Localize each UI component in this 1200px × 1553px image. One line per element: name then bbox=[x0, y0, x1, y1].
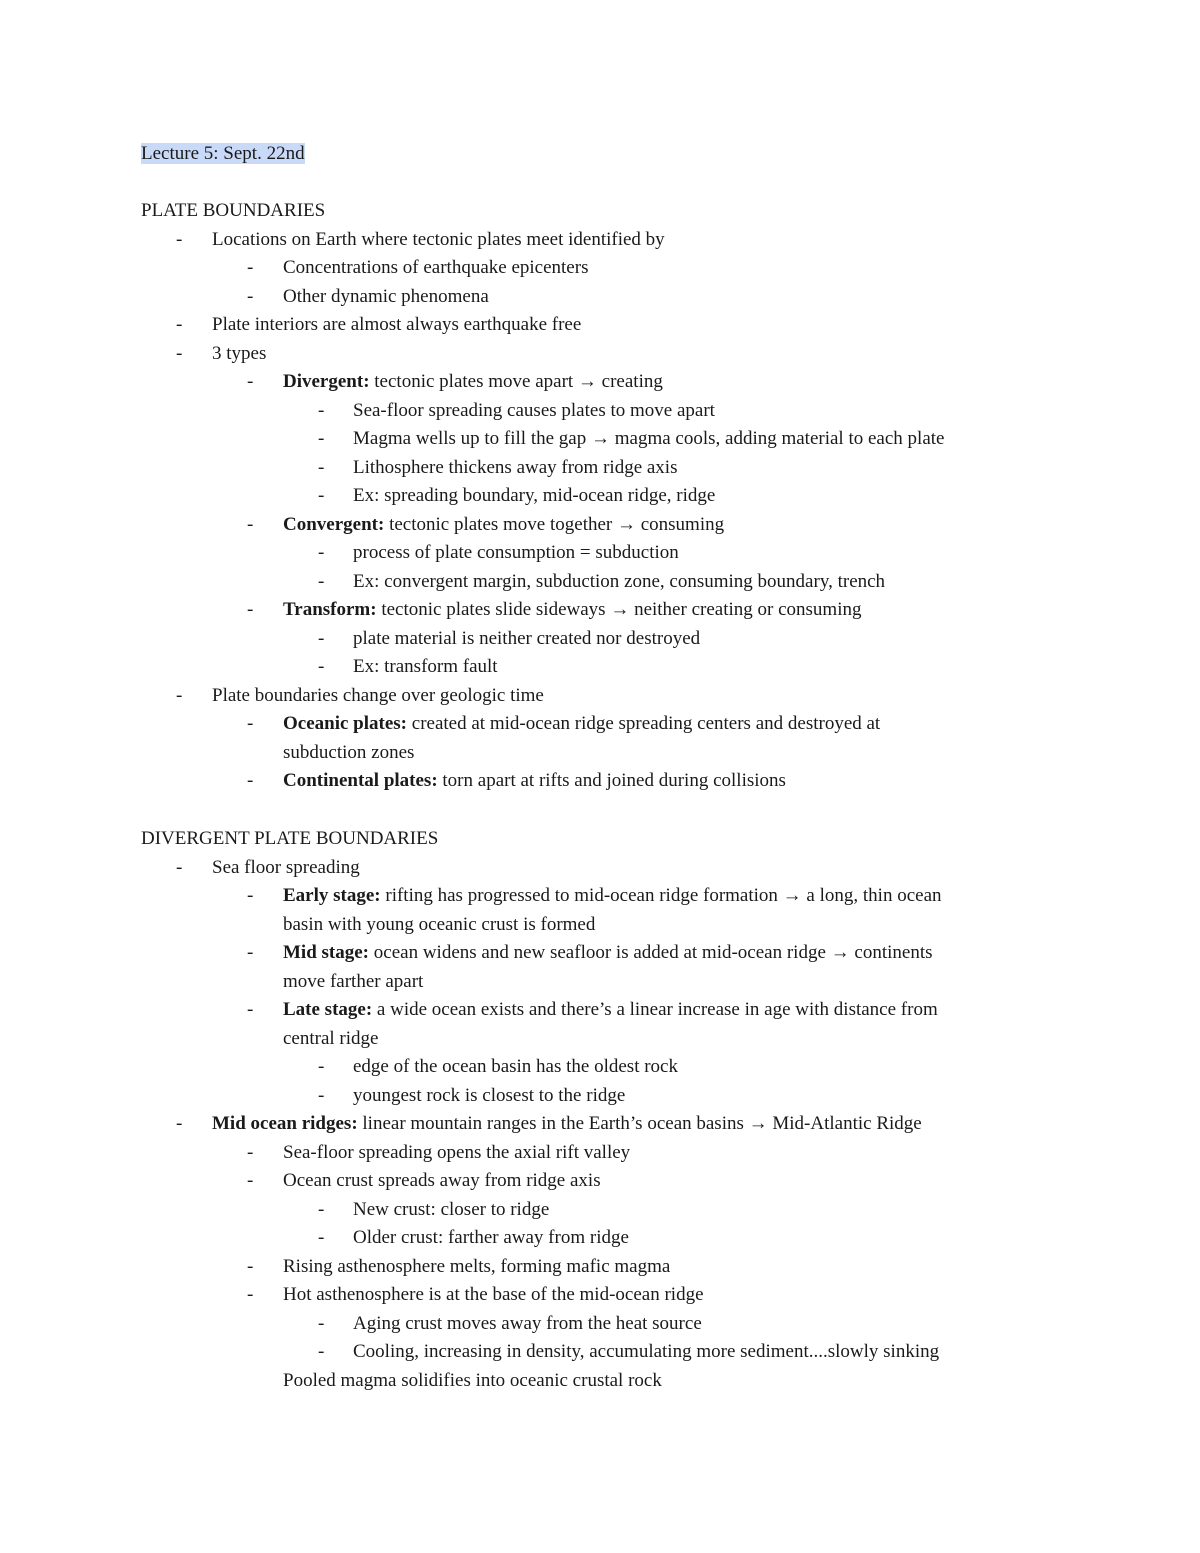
bullet-dash: - bbox=[247, 286, 254, 307]
list-item-level-2 bbox=[283, 283, 489, 311]
list-item-level-2 bbox=[283, 596, 861, 624]
list-item-level-1 bbox=[212, 854, 360, 882]
list-item-level-2 bbox=[283, 254, 588, 282]
list-item-continuation bbox=[283, 1025, 378, 1053]
bullet-dash: - bbox=[318, 1313, 325, 1334]
bullet-dash: - bbox=[176, 685, 183, 706]
bullet-dash: - bbox=[318, 457, 325, 478]
item-text: Sea-floor spreading opens the axial rift valley bbox=[283, 1142, 631, 1163]
list-item-level-3 bbox=[353, 625, 700, 653]
bullet-dash: - bbox=[318, 1341, 325, 1362]
term-label: Early stage: bbox=[283, 885, 381, 906]
item-text: 3 types bbox=[212, 343, 267, 364]
bullet-dash: - bbox=[176, 314, 183, 335]
bullet-dash: - bbox=[247, 942, 254, 963]
list-item-continuation bbox=[283, 1367, 662, 1395]
list-item-level-2 bbox=[283, 767, 786, 795]
list-item-continuation bbox=[283, 739, 414, 767]
list-item-level-1 bbox=[212, 226, 665, 254]
item-text: central ridge bbox=[283, 1028, 379, 1049]
list-item-level-1 bbox=[212, 340, 266, 368]
list-item-level-1 bbox=[212, 682, 544, 710]
term-label: Convergent: bbox=[283, 514, 385, 535]
lecture-header-highlight: Lecture 5: Sept. 22nd bbox=[141, 143, 305, 164]
item-text: New crust: closer to ridge bbox=[353, 1199, 550, 1220]
list-item-continuation bbox=[283, 911, 595, 939]
item-text: Rising asthenosphere melts, forming mafic magma bbox=[283, 1256, 671, 1277]
bullet-dash: - bbox=[247, 770, 254, 791]
list-item-level-3 bbox=[353, 1053, 678, 1081]
list-item-level-3 bbox=[353, 539, 679, 567]
term-label: Transform: bbox=[283, 599, 377, 620]
item-text: Other dynamic phenomena bbox=[283, 286, 489, 307]
item-text: Older crust: farther away from ridge bbox=[353, 1227, 629, 1248]
list-item-level-3 bbox=[353, 1196, 549, 1224]
list-item-level-3 bbox=[353, 653, 498, 681]
item-text: Ocean crust spreads away from ridge axis bbox=[283, 1170, 601, 1191]
list-item-continuation bbox=[283, 968, 423, 996]
term-label: Late stage: bbox=[283, 999, 373, 1020]
list-item-level-3 bbox=[353, 1310, 702, 1338]
item-text: ocean widens and new seafloor is added at mid-ocean ridge → continents bbox=[369, 942, 933, 963]
bullet-dash: - bbox=[247, 713, 254, 734]
item-text: tectonic plates move apart → creating bbox=[369, 371, 663, 392]
list-item-level-3 bbox=[353, 454, 677, 482]
bullet-dash: - bbox=[247, 1142, 254, 1163]
bullet-dash: - bbox=[318, 485, 325, 506]
list-item-level-2 bbox=[283, 511, 724, 539]
item-text: Plate boundaries change over geologic time bbox=[212, 685, 544, 706]
list-item-level-3 bbox=[353, 1224, 629, 1252]
item-text: torn apart at rifts and joined during collisions bbox=[437, 770, 786, 791]
item-text: tectonic plates slide sideways → neither creating or consuming bbox=[376, 599, 862, 620]
list-item-level-2 bbox=[283, 996, 938, 1024]
bullet-dash: - bbox=[176, 1113, 183, 1134]
item-text: Ex: transform fault bbox=[353, 656, 498, 677]
term-label: Continental plates: bbox=[283, 770, 438, 791]
bullet-dash: - bbox=[318, 656, 325, 677]
item-text: tectonic plates move together → consuming bbox=[384, 514, 725, 535]
item-text: basin with young oceanic crust is formed bbox=[283, 914, 596, 935]
list-item-level-3 bbox=[353, 1082, 625, 1110]
item-text: Sea-floor spreading causes plates to move apart bbox=[353, 400, 715, 421]
item-text: youngest rock is closest to the ridge bbox=[353, 1085, 626, 1106]
list-item-level-3 bbox=[353, 425, 944, 453]
item-text: Locations on Earth where tectonic plates meet identified by bbox=[212, 229, 665, 250]
item-text: a wide ocean exists and there’s a linear increase in age with distance from bbox=[372, 999, 938, 1020]
bullet-dash: - bbox=[318, 1199, 325, 1220]
list-item-level-2 bbox=[283, 1167, 601, 1195]
item-text: Cooling, increasing in density, accumulating more sediment....slowly sinking bbox=[353, 1341, 940, 1362]
item-text: Sea floor spreading bbox=[212, 857, 360, 878]
bullet-dash: - bbox=[247, 1256, 254, 1277]
item-text: Concentrations of earthquake epicenters bbox=[283, 257, 589, 278]
lecture-header bbox=[141, 140, 305, 168]
list-item-level-3 bbox=[353, 568, 885, 596]
list-item-level-3 bbox=[353, 482, 715, 510]
term-label: Mid stage: bbox=[283, 942, 370, 963]
term-label: Mid ocean ridges: bbox=[212, 1113, 358, 1134]
bullet-dash: - bbox=[318, 542, 325, 563]
term-label: Divergent: bbox=[283, 371, 370, 392]
list-item-level-2 bbox=[283, 710, 880, 738]
list-item-level-2 bbox=[283, 1139, 630, 1167]
list-item-level-2 bbox=[283, 939, 933, 967]
item-text: Hot asthenosphere is at the base of the mid-ocean ridge bbox=[283, 1284, 704, 1305]
section-heading: PLATE BOUNDARIES bbox=[141, 200, 326, 221]
item-text: Ex: convergent margin, subduction zone, consuming boundary, trench bbox=[353, 571, 886, 592]
bullet-dash: - bbox=[318, 1085, 325, 1106]
item-text: rifting has progressed to mid-ocean ridge formation → a long, thin ocean bbox=[380, 885, 942, 906]
bullet-dash: - bbox=[318, 571, 325, 592]
item-text: Ex: spreading boundary, mid-ocean ridge, ridge bbox=[353, 485, 716, 506]
list-item-level-2 bbox=[283, 1281, 704, 1309]
bullet-dash: - bbox=[318, 428, 325, 449]
item-text: Lithosphere thickens away from ridge axis bbox=[353, 457, 678, 478]
bullet-dash: - bbox=[247, 999, 254, 1020]
list-item-level-2 bbox=[283, 1253, 670, 1281]
item-text: subduction zones bbox=[283, 742, 415, 763]
bullet-dash: - bbox=[176, 229, 183, 250]
list-item-level-1 bbox=[212, 311, 581, 339]
item-text: process of plate consumption = subduction bbox=[353, 542, 679, 563]
item-text: created at mid-ocean ridge spreading centers and destroyed at bbox=[407, 713, 881, 734]
bullet-dash: - bbox=[318, 1056, 325, 1077]
bullet-dash: - bbox=[247, 257, 254, 278]
list-item-level-3 bbox=[353, 397, 715, 425]
bullet-dash: - bbox=[247, 1170, 254, 1191]
bullet-dash: - bbox=[247, 371, 254, 392]
list-item-level-1 bbox=[212, 1110, 922, 1138]
bullet-dash: - bbox=[318, 400, 325, 421]
list-item-level-3 bbox=[353, 1338, 939, 1366]
item-text: edge of the ocean basin has the oldest rock bbox=[353, 1056, 678, 1077]
list-item-level-2 bbox=[283, 368, 663, 396]
bullet-dash: - bbox=[247, 514, 254, 535]
item-text: Aging crust moves away from the heat source bbox=[353, 1313, 702, 1334]
item-text: linear mountain ranges in the Earth’s ocean basins → Mid-Atlantic Ridge bbox=[357, 1113, 922, 1134]
term-label: Oceanic plates: bbox=[283, 713, 408, 734]
item-text: Pooled magma solidifies into oceanic crustal rock bbox=[283, 1370, 662, 1391]
bullet-dash: - bbox=[176, 343, 183, 364]
bullet-dash: - bbox=[318, 1227, 325, 1248]
bullet-dash: - bbox=[247, 599, 254, 620]
section-heading: DIVERGENT PLATE BOUNDARIES bbox=[141, 828, 439, 849]
bullet-dash: - bbox=[247, 1284, 254, 1305]
bullet-dash: - bbox=[176, 857, 183, 878]
item-text: Plate interiors are almost always earthquake free bbox=[212, 314, 582, 335]
bullet-dash: - bbox=[247, 885, 254, 906]
item-text: Magma wells up to fill the gap → magma cools, adding material to each plate bbox=[353, 428, 945, 449]
list-item-level-2 bbox=[283, 882, 942, 910]
item-text: move farther apart bbox=[283, 971, 424, 992]
bullet-dash: - bbox=[318, 628, 325, 649]
item-text: plate material is neither created nor destroyed bbox=[353, 628, 701, 649]
